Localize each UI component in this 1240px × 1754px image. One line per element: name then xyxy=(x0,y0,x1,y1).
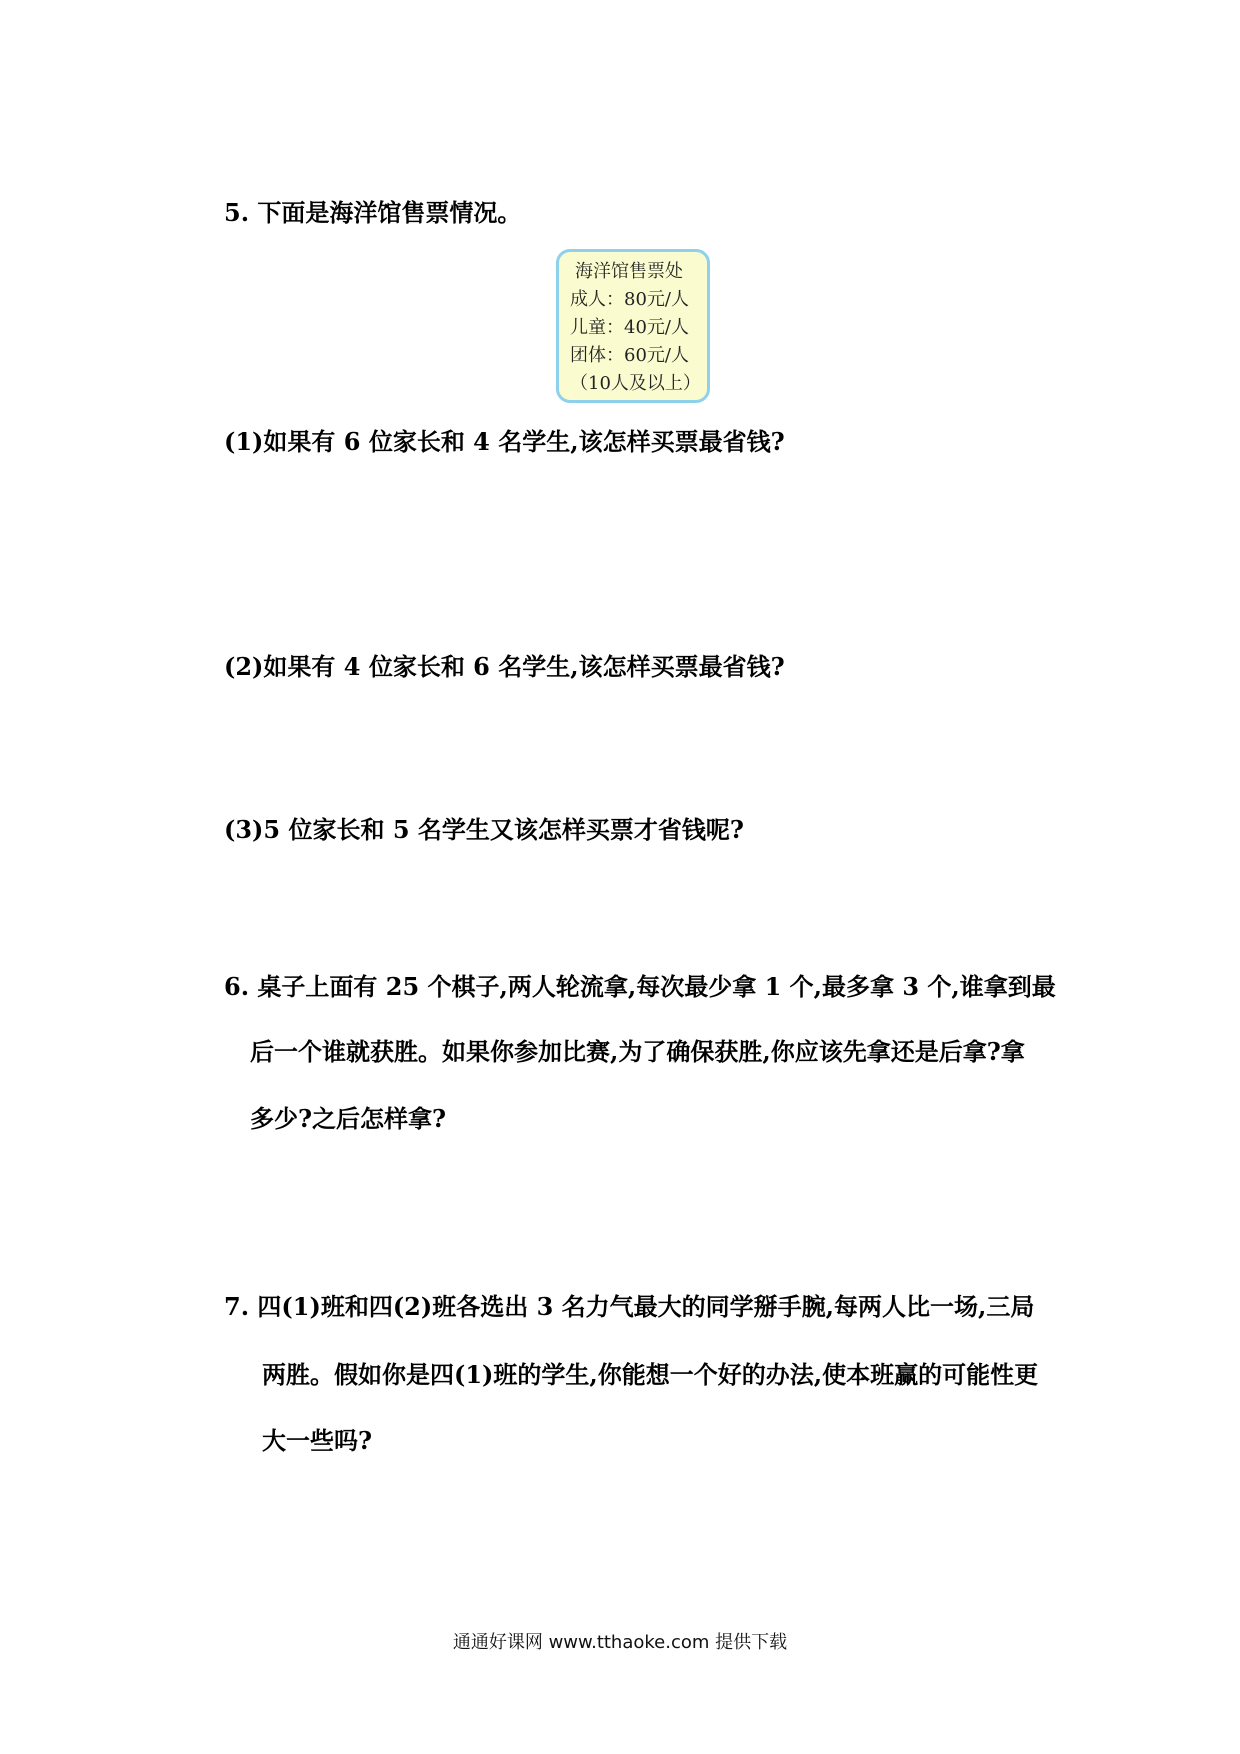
sign-row-group: 团体：60元/人 xyxy=(570,345,689,366)
question-6-line-3: 多少?之后怎样拿? xyxy=(250,1104,447,1133)
question-7-line-1: 7. 四(1)班和四(2)班各选出 3 名力气最大的同学掰手腕,每两人比一场,三局 xyxy=(224,1292,1035,1321)
sign-row-group-note: （10人及以上） xyxy=(570,373,701,394)
sign-title: 海洋馆售票处 xyxy=(575,261,683,282)
question-6-line-1: 6. 桌子上面有 25 个棋子,两人轮流拿,每次最少拿 1 个,最多拿 3 个,谁拿到最 xyxy=(224,972,1056,1001)
sign-row-adult: 成人：80元/人 xyxy=(570,289,689,310)
question-5-part-1: (1)如果有 6 位家长和 4 名学生,该怎样买票最省钱? xyxy=(224,427,785,456)
question-7-line-2: 两胜。假如你是四(1)班的学生,你能想一个好的办法,使本班赢的可能性更 xyxy=(262,1360,1039,1389)
question-6-line-2: 后一个谁就获胜。如果你参加比赛,为了确保获胜,你应该先拿还是后拿?拿 xyxy=(250,1037,1025,1066)
ticket-price-sign xyxy=(556,249,710,403)
download-source-footer: 通通好课网 www.tthaoke.com 提供下载 xyxy=(452,1632,788,1653)
question-5-part-2: (2)如果有 4 位家长和 6 名学生,该怎样买票最省钱? xyxy=(224,652,785,681)
question-5-part-3: (3)5 位家长和 5 名学生又该怎样买票才省钱呢? xyxy=(224,815,744,844)
question-7-line-3: 大一些吗? xyxy=(262,1426,373,1455)
question-5-stem: 5. 下面是海洋馆售票情况。 xyxy=(224,198,522,227)
sign-row-child: 儿童：40元/人 xyxy=(570,317,689,338)
